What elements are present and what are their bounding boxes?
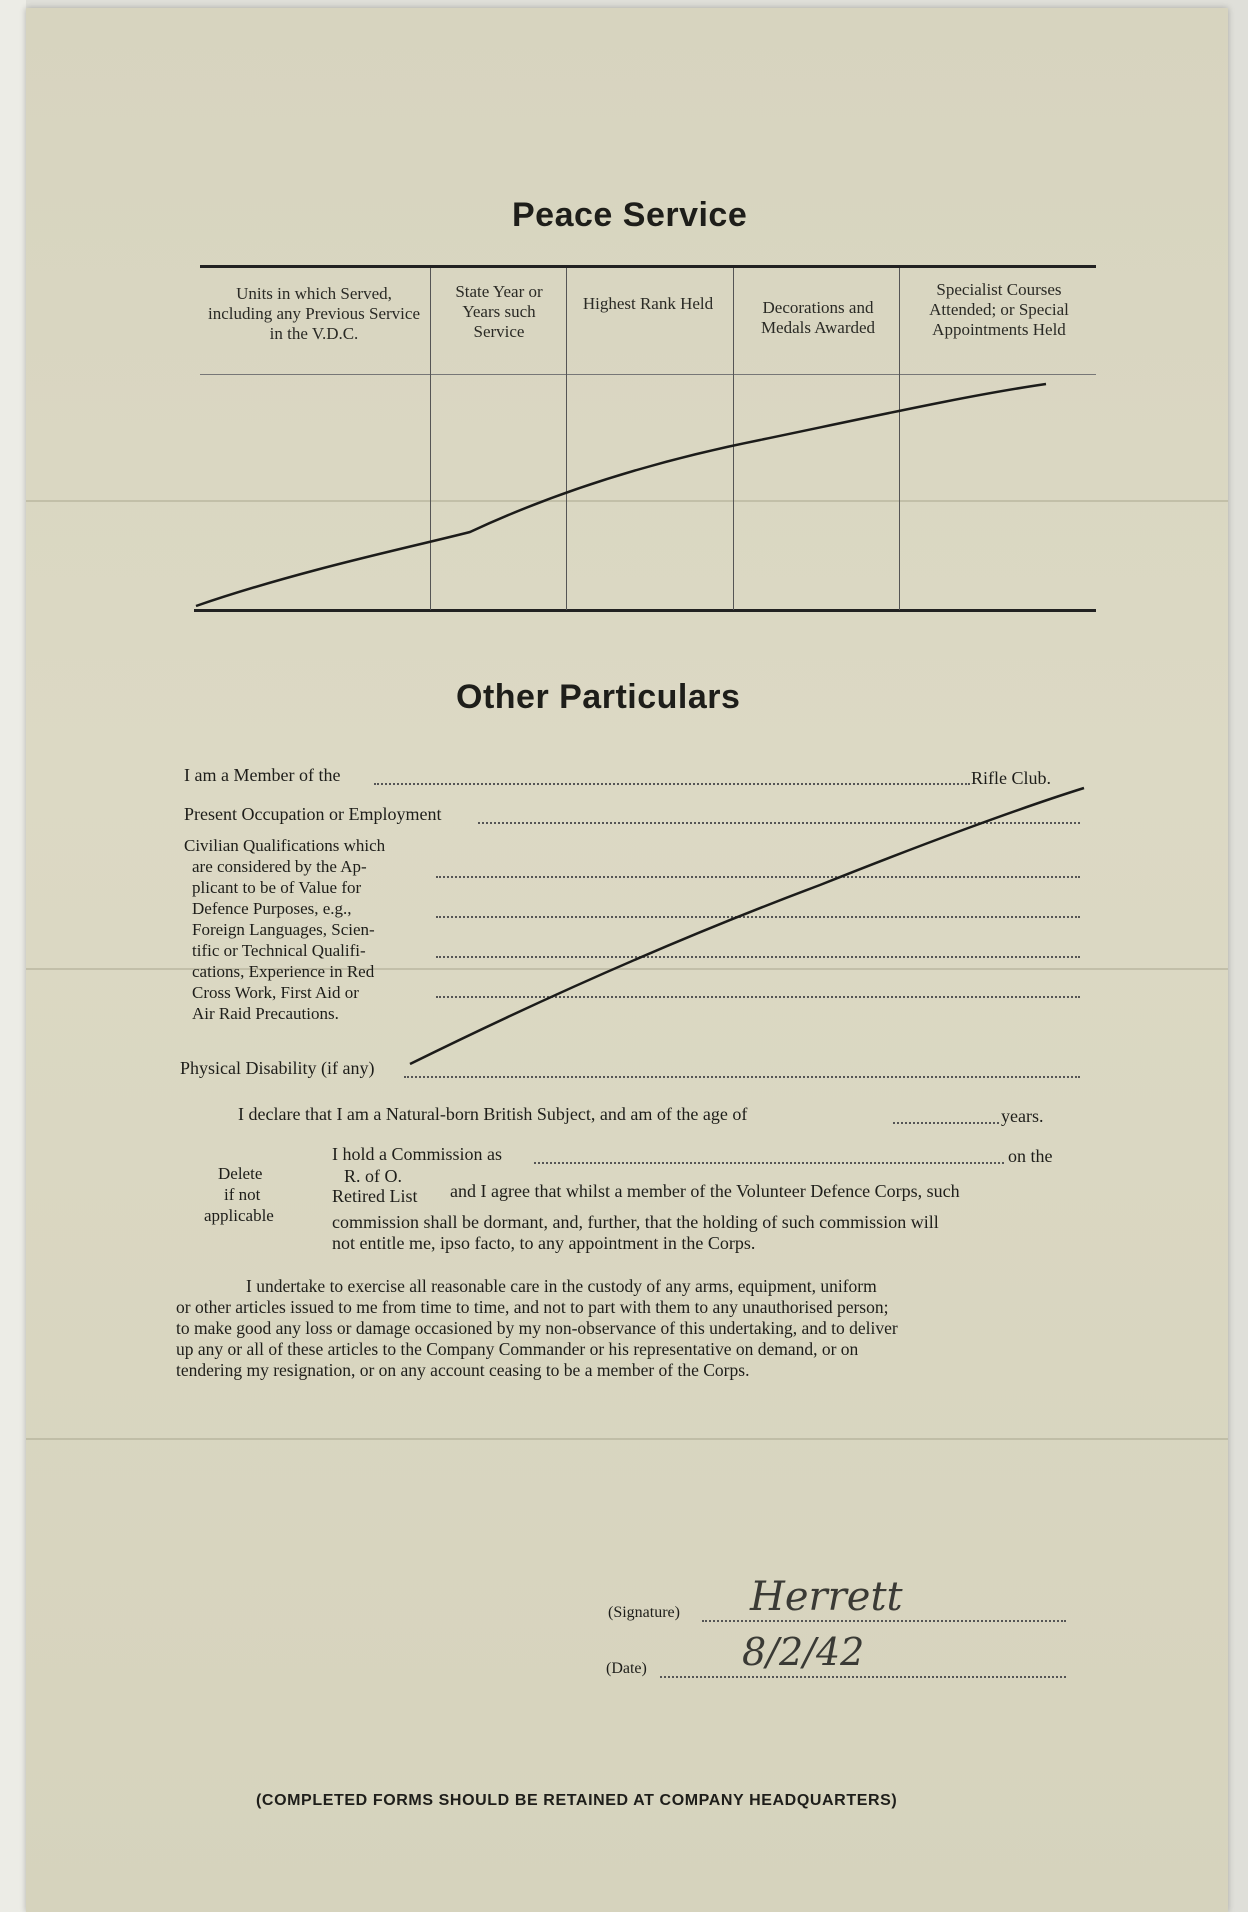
- delete-label: Delete: [218, 1164, 263, 1183]
- disability-label: Physical Disability (if any): [180, 1058, 375, 1078]
- date-field: [660, 1676, 1066, 1678]
- table-col-divider: [430, 268, 431, 610]
- civilian-field-1: [436, 876, 1080, 878]
- column-header-specialist: Specialist Courses Attended; or Special Appointments Held: [929, 280, 1069, 339]
- table-header-rule: [200, 374, 1096, 375]
- fold-crease: [26, 500, 1228, 502]
- peace-service-title: Peace Service: [512, 196, 748, 234]
- delete-label: if not: [224, 1185, 261, 1204]
- civilian-line: Air Raid Precautions.: [192, 1004, 339, 1023]
- civilian-line: plicant to be of Value for: [192, 878, 362, 897]
- years-label: years.: [1001, 1106, 1044, 1126]
- column-header-units: Units in which Served, including any Previous Service in the V.D.C.: [208, 284, 420, 343]
- table-col-divider: [566, 268, 567, 610]
- undertaking-line: or other articles issued to me from time to time, and not to part with them to any unauthorised person;: [176, 1297, 889, 1317]
- member-field: [374, 783, 970, 785]
- civilian-field-3: [436, 956, 1080, 958]
- member-label: I am a Member of the: [184, 765, 341, 785]
- fold-crease: [26, 1438, 1228, 1440]
- table-bottom-rule: [194, 609, 1096, 612]
- rifle-club-label: Rifle Club.: [971, 768, 1051, 788]
- civilian-field-4: [436, 996, 1080, 998]
- footer-note: (COMPLETED FORMS SHOULD BE RETAINED AT COMPANY HEADQUARTERS): [256, 1792, 898, 1809]
- background-strip: [0, 0, 26, 1912]
- table-col-divider: [733, 268, 734, 610]
- commission-text: not entitle me, ipso facto, to any appointment in the Corps.: [332, 1233, 756, 1253]
- date-label: (Date): [606, 1660, 647, 1677]
- civilian-line: Civilian Qualifications which: [184, 836, 386, 855]
- retired-list-label: Retired List: [332, 1186, 418, 1206]
- signature-field: [702, 1620, 1066, 1622]
- delete-label: applicable: [204, 1206, 274, 1225]
- form-sheet: [26, 8, 1228, 1912]
- undertaking-line: I undertake to exercise all reasonable care in the custody of any arms, equipment, uniform: [246, 1276, 877, 1296]
- signature-label: (Signature): [608, 1604, 680, 1621]
- occupation-label: Present Occupation or Employment: [184, 804, 442, 824]
- signature-handwriting: Herrett: [750, 1574, 903, 1620]
- on-the-label: on the: [1008, 1146, 1053, 1166]
- declare-label: I declare that I am a Natural-born British Subject, and am of the age of: [238, 1104, 748, 1124]
- ro-label: R. of O.: [344, 1166, 402, 1186]
- civilian-line: Defence Purposes, e.g.,: [192, 899, 352, 918]
- commission-text: and I agree that whilst a member of the Volunteer Defence Corps, such: [450, 1181, 960, 1201]
- commission-field: [534, 1162, 1004, 1164]
- column-header-years: State Year or Years such Service: [455, 282, 543, 341]
- civilian-line: are considered by the Ap-: [192, 857, 367, 876]
- other-particulars-title: Other Particulars: [456, 678, 741, 716]
- column-header-decorations: Decorations and Medals Awarded: [760, 298, 876, 337]
- occupation-field: [478, 822, 1080, 824]
- undertaking-line: up any or all of these articles to the Company Commander or his representative on demand, or on: [176, 1339, 859, 1359]
- civilian-line: tific or Technical Qualifi-: [192, 941, 366, 960]
- age-field: [893, 1122, 999, 1124]
- commission-text: commission shall be dormant, and, further, that the holding of such commission will: [332, 1212, 939, 1232]
- column-header-rank: Highest Rank Held: [582, 294, 714, 313]
- civilian-field-2: [436, 916, 1080, 918]
- civilian-line: Foreign Languages, Scien-: [192, 920, 375, 939]
- undertaking-line: to make good any loss or damage occasioned by my non-observance of this undertaking, and to deliver: [176, 1318, 898, 1338]
- disability-field: [404, 1076, 1080, 1078]
- civilian-line: cations, Experience in Red: [192, 962, 375, 981]
- table-top-rule: [200, 265, 1096, 268]
- table-col-divider: [899, 268, 900, 610]
- civilian-line: Cross Work, First Aid or: [192, 983, 359, 1002]
- date-handwriting: 8/2/42: [742, 1630, 865, 1674]
- commission-label: I hold a Commission as: [332, 1144, 502, 1164]
- undertaking-line: tendering my resignation, or on any account ceasing to be a member of the Corps.: [176, 1360, 750, 1380]
